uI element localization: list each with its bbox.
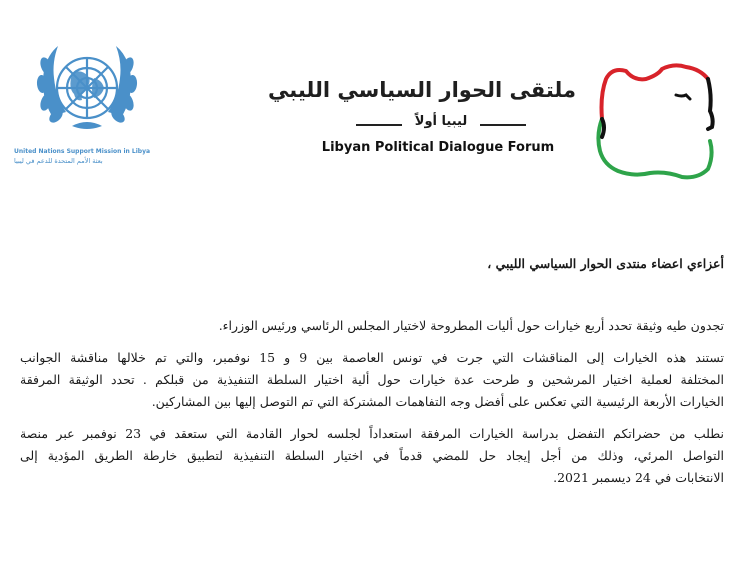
forum-title-arabic: ملتقى الحوار السياسي الليبي xyxy=(268,78,576,102)
paragraph-3-line-1: نطلب من حضراتكم التفضل بدراسة الخيارات المرفقة استعداداً لجلسه لحوار القادمة التي ستعقد في 23 نوفمبر عبر منصة xyxy=(20,426,724,441)
forum-title-english: Libyan Political Dialogue Forum xyxy=(321,140,555,155)
paragraph-2-line-2: المختلفة لعملية اختيار المرشحين و طرحت عدة خيارات حول ألية اختيار السلطة التنفيذية من قبلكم . تحدد الوثيقة المرفقة xyxy=(20,372,724,387)
forum-subtitle-row xyxy=(356,114,526,134)
un-caption xyxy=(14,148,174,165)
forum-subtitle-arabic: ليبيا أولاً xyxy=(414,114,468,129)
forum-wordmark xyxy=(268,74,576,164)
subtitle-rule-right xyxy=(480,124,526,126)
paragraph-3-line-2: التواصل المرئي، وذلك من أجل إيجاد حل للمضي قدماً في اختيار السلطة التنفيذية لتطبيق خارطة الطريق المؤدية إلى xyxy=(20,448,724,463)
letter-paragraph-1 xyxy=(20,315,724,337)
subtitle-rule-left xyxy=(356,124,402,126)
paragraph-1-line-1: تجدون طيه وثيقة تحدد أربع خيارات حول أليات المطروحة لاختيار المجلس الرئاسي ورئيس الوزراء. xyxy=(218,318,724,333)
paragraph-2-line-3: الخيارات الأربعة الرئيسية التي تعكس على أفضل وجه التفاهمات المشتركة التي تم التوصل إليها بين المشاركين. xyxy=(151,394,724,409)
paragraph-3-line-3: الانتخابات في 24 ديسمبر 2021. xyxy=(553,470,724,485)
un-caption-arabic: بعثة الأمم المتحدة للدعم في ليبيا xyxy=(14,157,103,165)
letter-paragraph-3 xyxy=(20,423,724,489)
paragraph-2-line-1: تستند هذه الخيارات إلى المناقشات التي جرت في تونس العاصمة بين 9 و 15 نوفمبر، والتي تم خلالها مناقشة الجوانب xyxy=(20,350,724,365)
letter-body xyxy=(20,256,724,489)
letter-paragraph-2 xyxy=(20,347,724,413)
letter-salutation: أعزاءي اعضاء منتدى الحوار السياسي الليبي ، xyxy=(487,256,724,271)
un-caption-english: United Nations Support Mission in Libya xyxy=(14,148,151,155)
libya-map-flag-icon xyxy=(582,55,732,185)
